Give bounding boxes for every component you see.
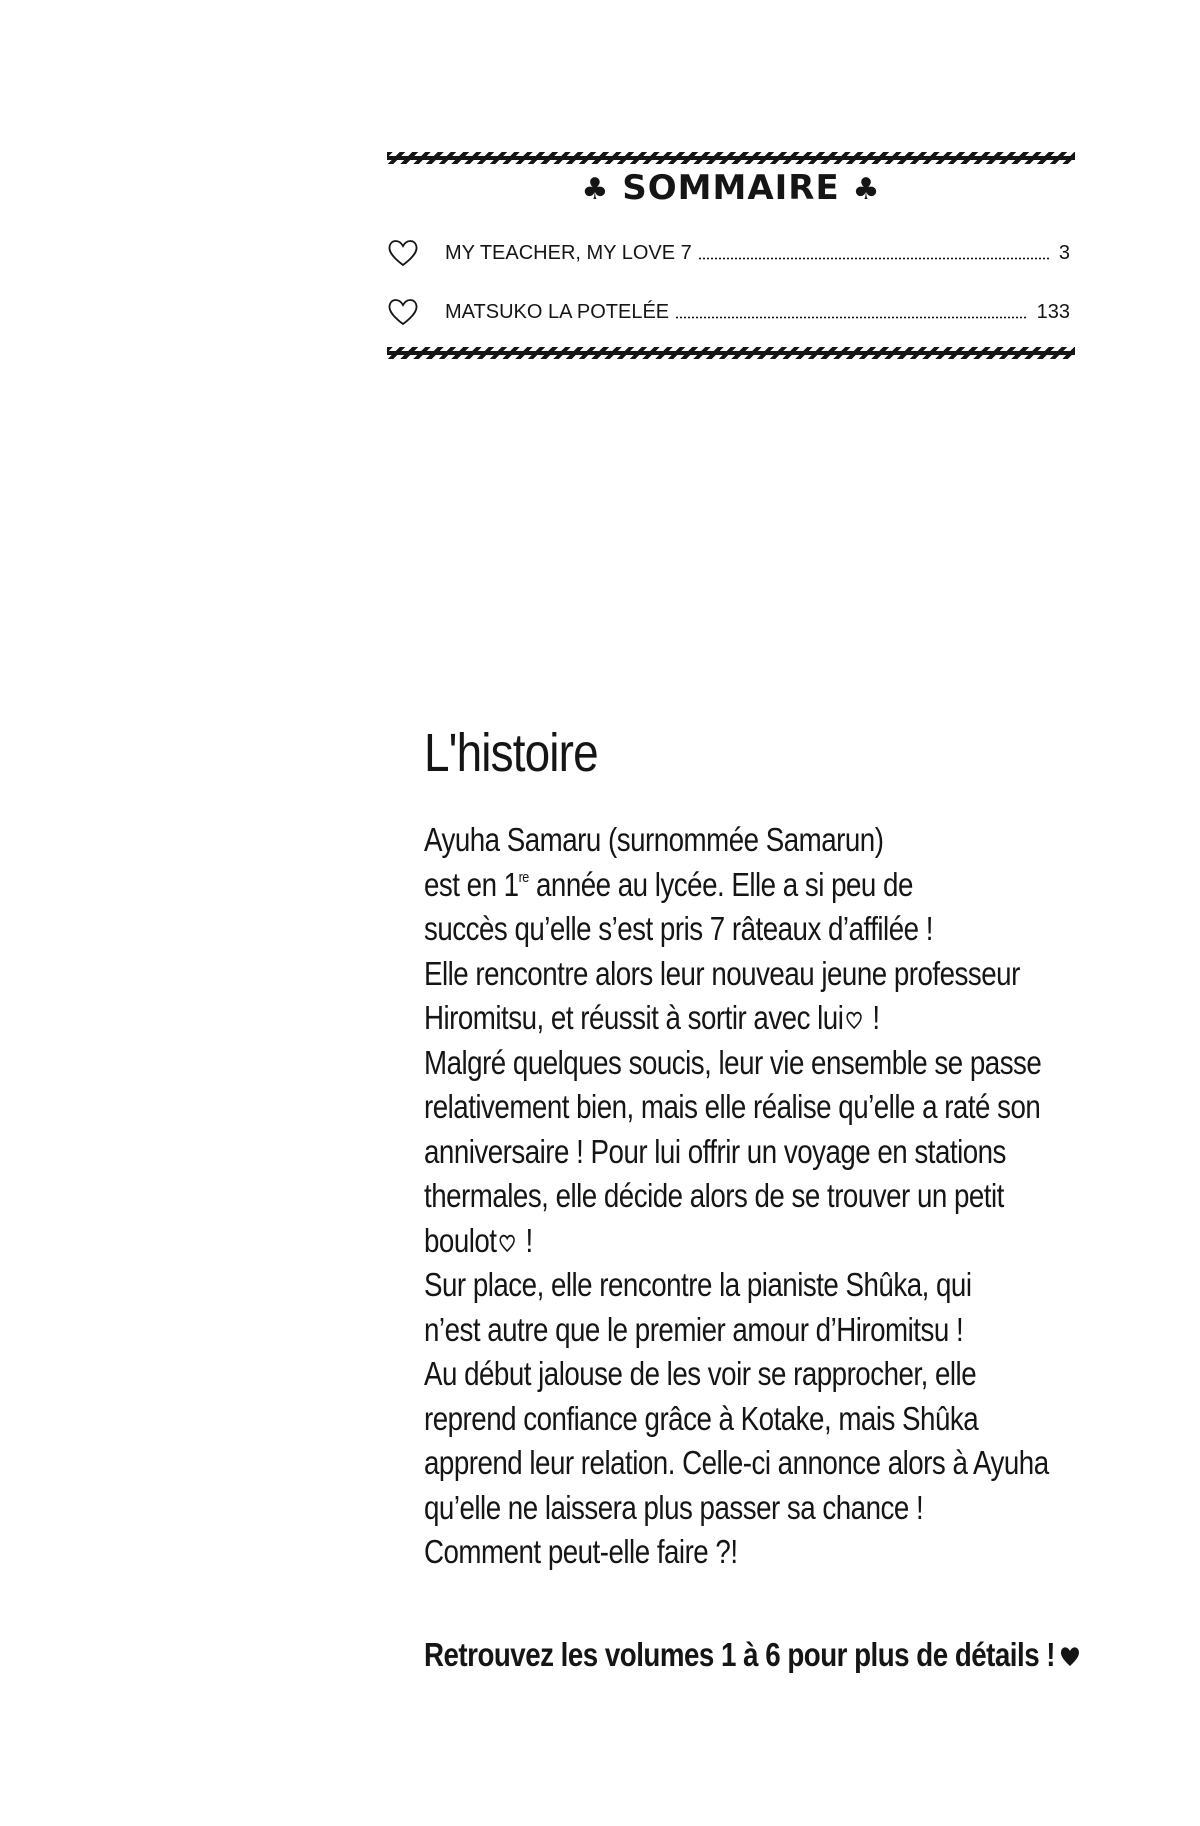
story-line-part: Hiromitsu, et réussit à sortir avec lui [424,999,844,1036]
story-line [424,996,1062,1041]
story-line: anniversaire ! Pour lui offrir un voyage en stations [424,1132,1006,1170]
story-line-part: ! [865,999,880,1036]
solid-heart-icon [1060,1645,1080,1667]
wavy-divider-top [387,152,1075,164]
outline-heart-icon [387,238,419,268]
toc-dot-leader [698,257,1049,260]
story-line-part: boulot [424,1221,497,1259]
toc-entry-title: MY TEACHER, MY LOVE 7 [445,241,692,264]
story-line: reprend confiance grâce à Kotake, mais Shûka [424,1399,979,1437]
toc-dot-leader [675,316,1026,319]
story-heading: L'histoire [424,723,598,783]
footer-note-text: Retrouvez les volumes 1 à 6 pour plus de détails ! [424,1636,1056,1673]
story-line: Au début jalouse de les voir se rapprocher, elle [424,1355,977,1392]
story-line-part: ! [518,1221,533,1259]
toc-entry[interactable] [387,233,1070,273]
story-line: Comment peut-elle faire ?! [424,1533,738,1570]
story-text [424,818,1184,1575]
toc-entry-page: 3 [1058,241,1070,264]
outline-heart-icon [499,1233,516,1253]
sommaire-title-text: SOMMAIRE [622,168,840,208]
ordinal-superscript: re [518,868,529,886]
story-line [424,1219,1062,1264]
story-line: n’est autre que le premier amour d’Hiromitsu ! [424,1310,964,1348]
sommaire-title [387,168,1075,208]
story-line [424,863,1062,908]
story-line: Sur place, elle rencontre la pianiste Shûka, qui [424,1266,972,1303]
story-line: apprend leur relation. Celle-ci annonce alors à Ayuha [424,1444,1049,1481]
story-line: Elle rencontre alors leur nouveau jeune professeur [424,954,1020,992]
outline-heart-icon [387,297,419,327]
toc-entry-page: 133 [1036,300,1070,323]
story-line: Ayuha Samaru (surnommée Samarun) [424,821,884,858]
story-line: qu’elle ne laissera plus passer sa chance ! [424,1488,924,1526]
story-line: Malgré quelques soucis, leur vie ensemble se passe [424,1043,1042,1081]
footer-note [424,1636,1080,1674]
club-icon: ♣ [581,172,610,207]
story-line: relativement bien, mais elle réalise qu’elle a raté son [424,1088,1041,1125]
toc-entry-title: MATSUKO LA POTELÉE [445,300,670,323]
wavy-divider-bottom [387,347,1075,359]
club-icon: ♣ [852,172,881,207]
outline-heart-icon [846,1010,863,1030]
toc-entry[interactable] [387,292,1070,332]
story-line-part: année au lycée. Elle a si peu de [528,865,913,903]
story-line: succès qu’elle s’est pris 7 râteaux d’affilée ! [424,910,933,947]
story-line: thermales, elle décide alors de se trouver un petit [424,1177,1004,1214]
story-line-part: est en 1 [424,865,519,903]
